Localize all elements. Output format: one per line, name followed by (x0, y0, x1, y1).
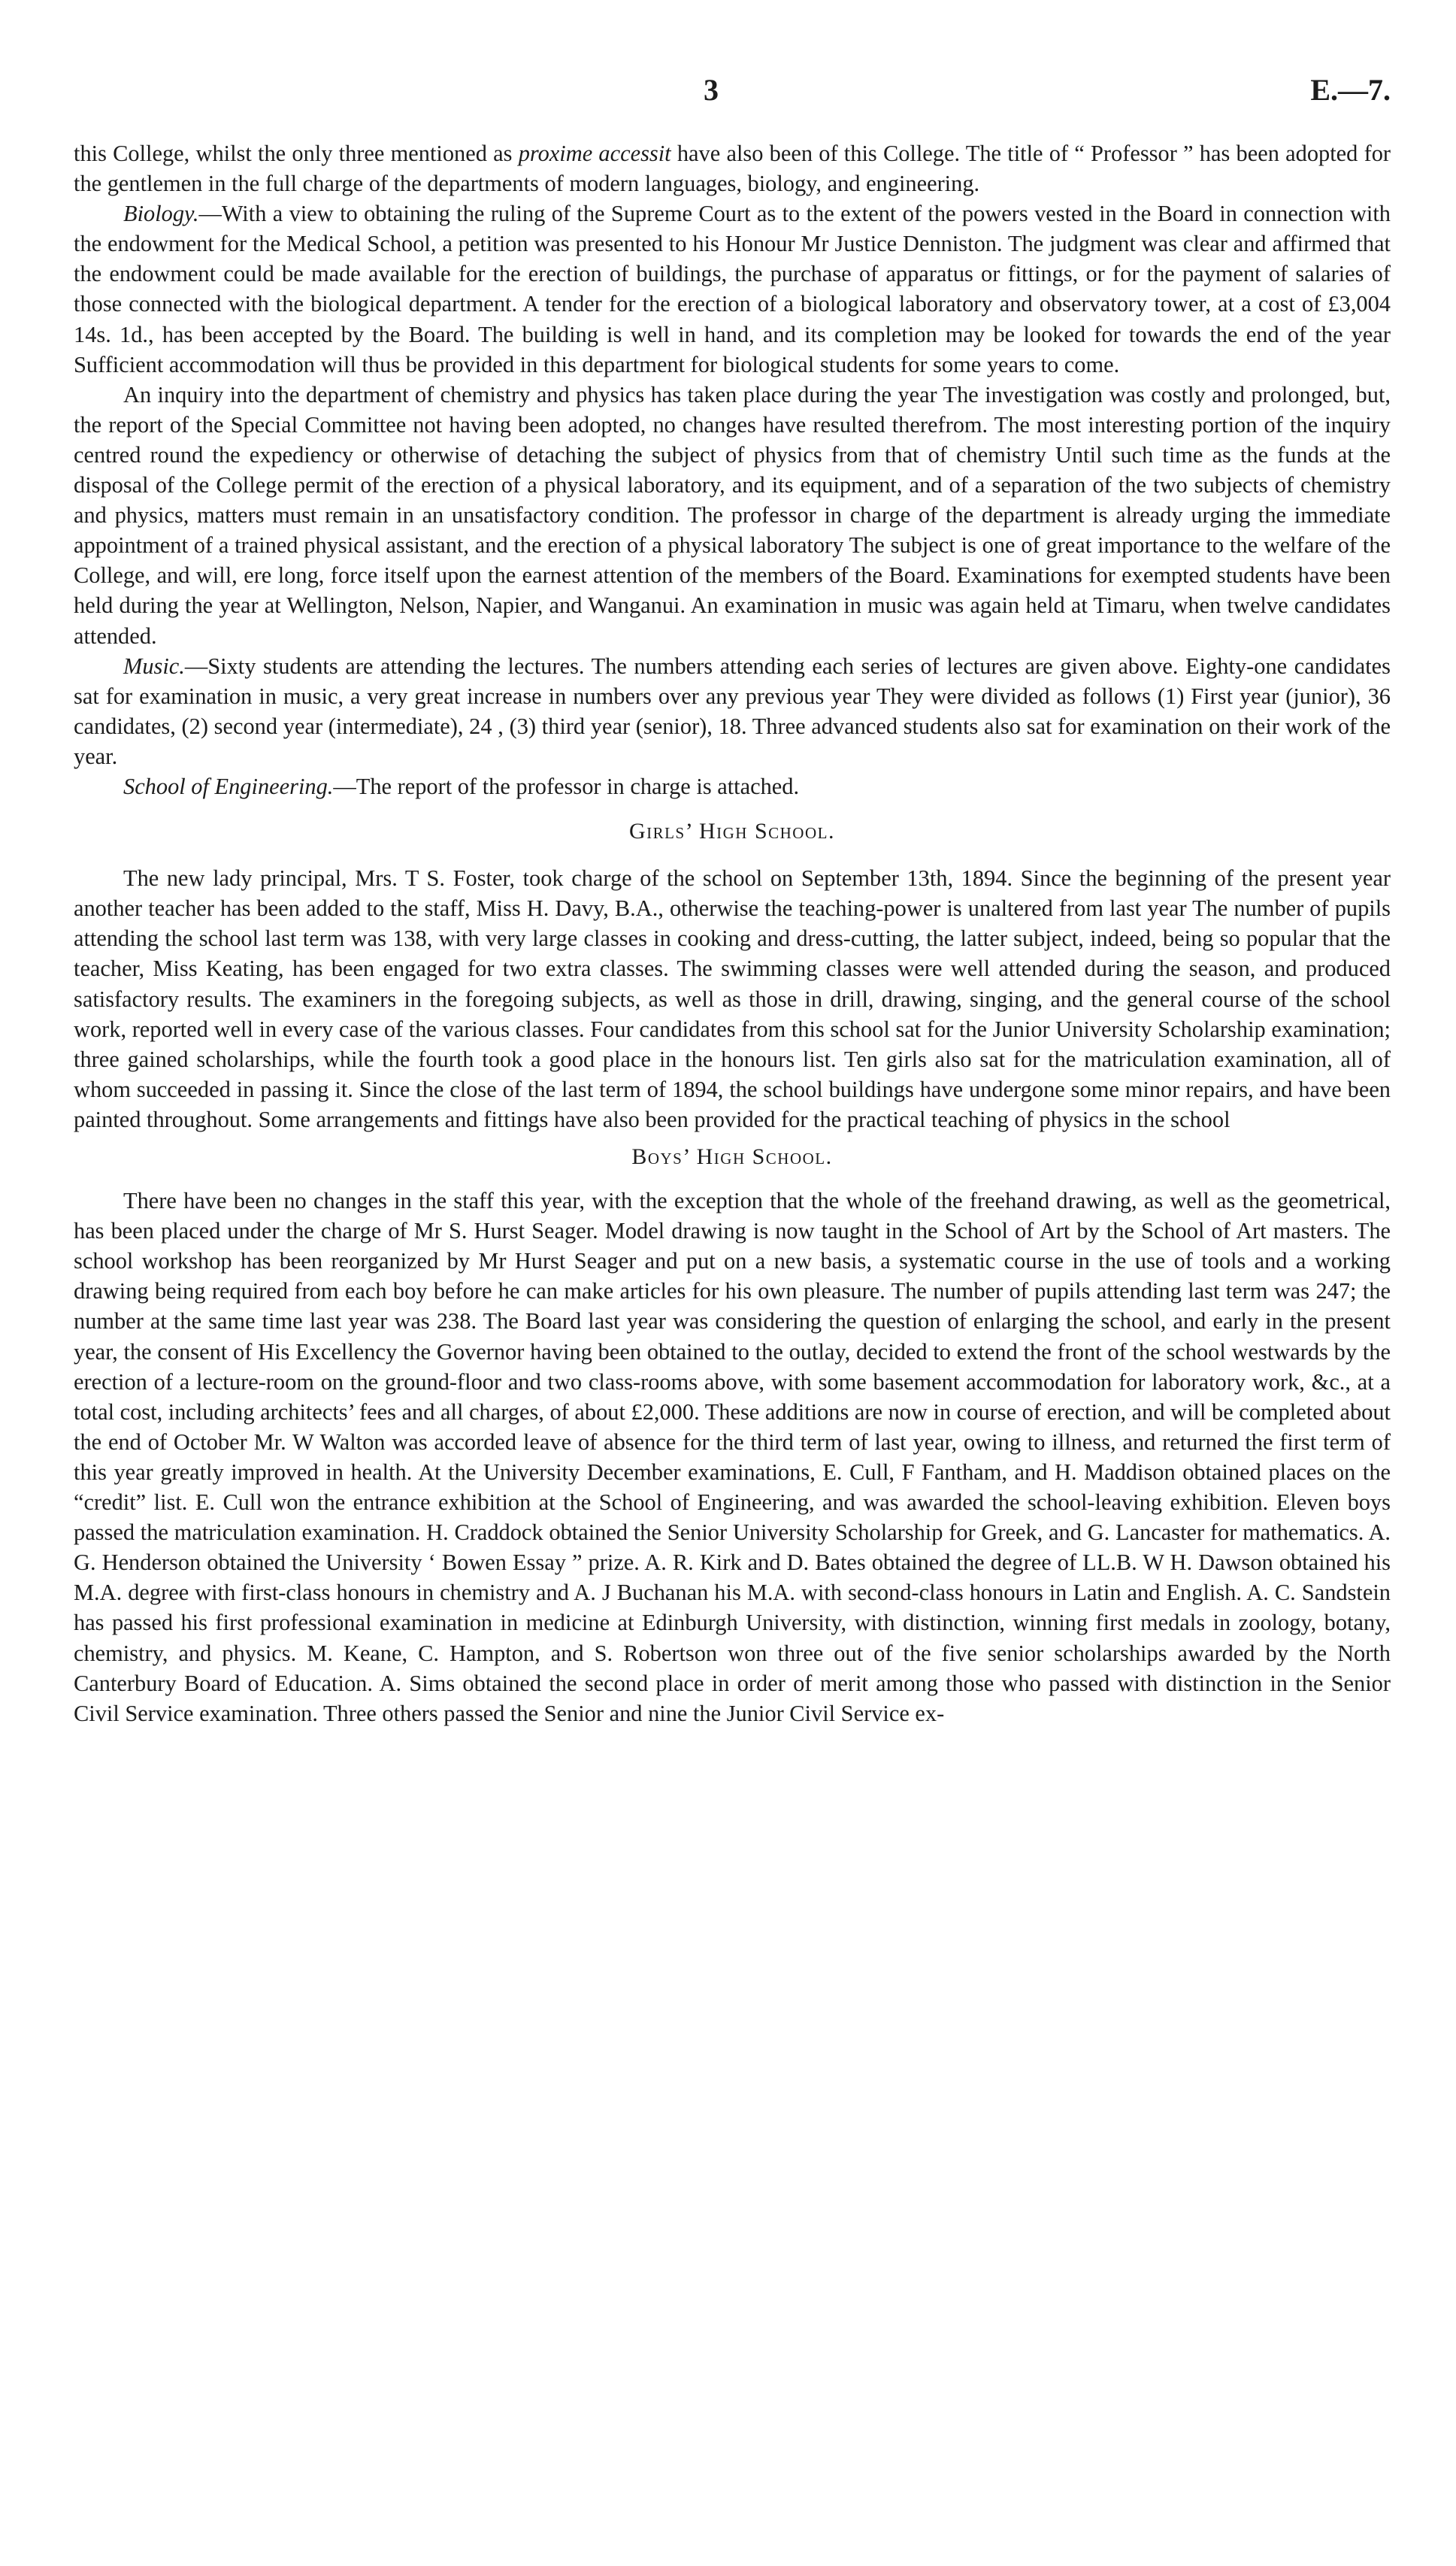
running-header (74, 72, 1391, 117)
paragraph-text: —Sixty students are attending the lectures. The numbers attending each series of lectures are given above. Eighty-one candidates sat for examination in music, a very great increase in numbers over any previous year They were divided as follows (1) First year (junior), 36 candidates, (2) second year (intermediate), 24 , (3) third year (senior), 18. Three advanced students also sat for examination on their work of the year. (74, 653, 1391, 769)
paragraph-label: Music. (123, 653, 185, 679)
paragraph-text: have also been of this College. The title of “ Professor ” has been adopted for the gentlemen in the full charge of the departments of modern languages, biology, and engineering. (74, 141, 1391, 197)
paragraph-music (74, 651, 1391, 771)
paragraph-girls-high-school (74, 863, 1391, 1135)
paragraph-text: this College, whilst the only three mentioned as (74, 141, 519, 166)
document-reference: E.—7. (1310, 73, 1391, 107)
paragraph-boys-high-school (74, 1186, 1391, 1728)
paragraph-biology (74, 198, 1391, 380)
section-heading-boys-high-school: Boys’ High School. (631, 1144, 833, 1169)
paragraph-chemistry-physics (74, 380, 1391, 651)
paragraph-text: —The report of the professor in charge is attached. (333, 773, 800, 799)
paragraph-text: —With a view to obtaining the ruling of the Supreme Court as to the extent of the powers vested in the Board in connection with the endowment for the Medical School, a petition was presented to his Honour Mr Justice Denniston. The judgment was clear and affirmed that the endowment could be made available for the erection of buildings, the purchase of apparatus or fittings, or for the payment of salaries of those connected with the biological department. A tender for the erection of a biological laboratory and observatory tower, at a cost of £3,004 14s. 1d., has been accepted by the Board. The building is well in hand, and its completion may be looked for towards the end of the year Sufficient accommodation will thus be provided in this department for biological students for some years to come. (74, 201, 1391, 377)
paragraph-engineering (74, 771, 1391, 801)
paragraph-label: School of Engineering. (123, 773, 334, 799)
paragraph-text: There have been no changes in the staff this year, with the exception that the whole of the freehand drawing, as well as the geometrical, has been placed under the charge of Mr S. Hurst Seager. Model drawing is now taught in the School of Art by the School of Art masters. The school workshop has been reorganized by Mr Hurst Seager and put on a new basis, a systematic course in the use of tools and a working drawing being required from each boy before he can make articles for his own pleasure. The number of pupils attending last term was 247; the number at the same time last year was 238. The Board last year was considering the question of enlarging the school, and early in the present year, the consent of His Excellency the Governor having been obtained to the outlay, decided to extend the front of the school westwards by the erection of a lecture-room on the ground-floor and two class-rooms above, with some basement accommodation for laboratory work, &c., at a total cost, including architects’ fees and all charges, of about £2,000. These additions are now in course of erection, and will be completed about the end of October Mr. W Walton was accorded leave of absence for the third term of last year, owing to illness, and returned the first term of this year greatly improved in health. At the University December examinations, E. Cull, F Fantham, and H. Maddison obtained places on the “credit” list. E. Cull won the entrance exhibition at the School of Engineering, and was awarded the school-leaving exhibition. Eleven boys passed the matriculation examination. H. Craddock obtained the Senior University Scholarship for Greek, and G. Lancaster for mathematics. A. G. Henderson obtained the University ‘ Bowen Essay ” prize. A. R. Kirk and D. Bates obtained the degree of LL.B. W H. Dawson obtained his M.A. degree with first-class honours in chemistry and A. J Buchanan his M.A. with second-class honours in Latin and English. A. C. Sandstein has passed his first professional examination in medicine at Edinburgh University, with distinction, winning first medals in zoology, botany, chemistry, and physics. M. Keane, C. Hampton, and S. Robertson won three out of the five senior scholarships awarded by the North Canterbury Board of Education. A. Sims obtained the second place in order of merit among those who passed with distinction in the Senior Civil Service examination. Three others passed the Senior and nine the Junior Civil Service ex- (74, 1188, 1391, 1726)
page-number: 3 (704, 73, 719, 107)
italic-phrase: proxime accessit (518, 141, 671, 166)
paragraph-text: An inquiry into the department of chemistry and physics has taken place during the year The investigation was costly and prolonged, but, the report of the Special Committee not having been adopted, no changes have resulted therefrom. The most interesting portion of the inquiry centred round the expediency or otherwise of detaching the subject of physics from that of chemistry Until such time as the funds at the disposal of the College permit of the erection of a physical laboratory, and its equipment, and of a separation of the two subjects of chemistry and physics, matters must remain in an unsatisfactory condition. The professor in charge of the department is already urging the immediate appointment of a trained physical assistant, and the erection of a physical laboratory The subject is one of great importance to the welfare of the College, and will, ere long, force itself upon the earnest attention of the members of the Board. Examinations for exempted students have been held during the year at Wellington, Nelson, Napier, and Wanganui. An examination in music was again held at Timaru, when twelve candidates attended. (74, 381, 1391, 649)
paragraph-college-continued (74, 138, 1391, 198)
paragraph-label: Biology. (123, 201, 199, 227)
paragraph-text: The new lady principal, Mrs. T S. Foster, took charge of the school on September 13th, 1894. Since the beginning of the present year another teacher has been added to the staff, Miss H. Davy, B.A., otherwise the teaching-power is unaltered from last year The number of pupils attending the school last term was 138, with very large classes in cooking and dress-cutting, the latter subject, indeed, being so popular that the teacher, Miss Keating, has been engaged for two extra classes. The swimming classes were well attended during the season, and produced satisfactory results. The examiners in the foregoing subjects, as well as those in drill, drawing, singing, and the general course of the school work, reported well in every case of the various classes. Four candidates from this school sat for the Junior University Scholarship examination; three gained scholarships, while the fourth took a good place in the honours list. Ten girls also sat for the matriculation examination, all of whom succeeded in passing it. Since the close of the last term of 1894, the school buildings have undergone some minor repairs, and have been painted throughout. Some arrangements and fittings have also been provided for the practical teaching of physics in the school (74, 865, 1391, 1132)
body-text (74, 138, 1391, 1728)
section-heading-girls-high-school: Girls’ High School. (629, 819, 835, 844)
document-page (74, 72, 1391, 1728)
